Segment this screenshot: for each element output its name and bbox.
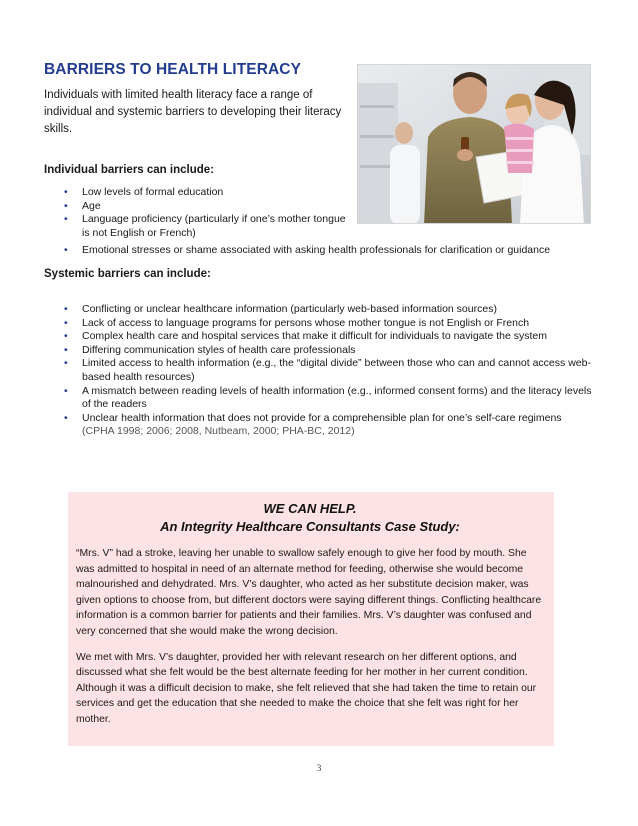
bullet-icon: • [64, 199, 68, 212]
list-item: • Limited access to health information (e.g., the “digital divide” between those who can and cannot access web-based health resources) [64, 357, 591, 383]
list-item: • Conflicting or unclear healthcare information (particularly web-based information sources) [64, 303, 497, 315]
bullet-icon: • [64, 343, 68, 356]
case-study-title: WE CAN HELP. [263, 501, 357, 516]
case-study-box [68, 492, 554, 746]
list-item: • A mismatch between reading levels of health information (e.g., informed consent forms) and the literacy levels of the readers [64, 384, 592, 411]
family-pharmacy-photo [357, 64, 591, 224]
list-item: • Lack of access to language programs for persons whose mother tongue is not English or French [64, 316, 530, 329]
bullet-icon: • [64, 330, 68, 343]
systemic-barriers-list [64, 303, 592, 439]
citation: (CPHA 1998; 2006; 2008, Nutbeam, 2000; PHA-BC, 2012) [82, 425, 355, 438]
list-item: • Complex health care and hospital services that make it difficult for individuals to navigate the system [64, 330, 547, 343]
bullet-icon: • [64, 186, 68, 198]
individual-barriers-list [64, 186, 354, 240]
list-item: • Emotional stresses or shame associated with asking health professionals for clarification or guidance [64, 244, 551, 256]
case-study-subtitle: An Integrity Healthcare Consultants Case Study: [160, 519, 460, 534]
list-item: • Age [64, 199, 101, 212]
bullet-icon: • [64, 316, 68, 329]
bullet-icon: • [64, 384, 68, 397]
bullet-icon: • [64, 303, 68, 315]
individual-barriers-title: Individual barriers can include: [44, 164, 214, 176]
systemic-barriers-title: Systemic barriers can include: [44, 268, 211, 280]
bullet-icon: • [64, 244, 68, 256]
bullet-icon: • [64, 411, 68, 424]
list-item: • Unclear health information that does not provide for a comprehensible plan for one’s self-care regimens (CPHA 1998; 2006; 2008, Nutbeam, 2000; PHA-BC, 2012) [64, 411, 562, 438]
intro-paragraph: Individuals with limited health literacy face a range of individual and systemic barriers to developing their literacy skills. [44, 89, 342, 135]
list-item: • Language proficiency (particularly if one’s mother tongue is not English or French) [64, 213, 346, 239]
list-item: • Differing communication styles of health care professionals [64, 343, 356, 356]
page-heading: BARRIERS TO HEALTH LITERACY [44, 61, 302, 78]
bullet-icon: • [64, 213, 68, 226]
bullet-icon: • [64, 357, 68, 370]
case-study-paragraph-2: We met with Mrs. V’s daughter, provided her with relevant research on her different options, and discussed what she felt would be the best alternate feeding for her mother in her current condition. Although it was a difficult decision to make, she felt relieved that she had taken the time to retain our services and get the education that she needed to make the choice that she felt was right for her mother. [76, 651, 537, 725]
page-number: 3 [316, 764, 322, 774]
list-item: • Low levels of formal education [64, 186, 224, 198]
individual-barriers-list-continued [64, 244, 604, 258]
case-study-paragraph-1: “Mrs. V” had a stroke, leaving her unable to swallow safely enough to give her food by mouth. She was admitted to hospital in need of an alternate method for feeding, otherwise she would become malnourished and dehydrated. Mrs. V’s daughter, who acted as her substitute decision maker, was given options to choose from, but different doctors were saying different things. Conflicting healthcare information is a common barrier for patients and their families. Mrs. V’s daughter was confused and very concerned that she would make the wrong decision. [76, 548, 542, 637]
